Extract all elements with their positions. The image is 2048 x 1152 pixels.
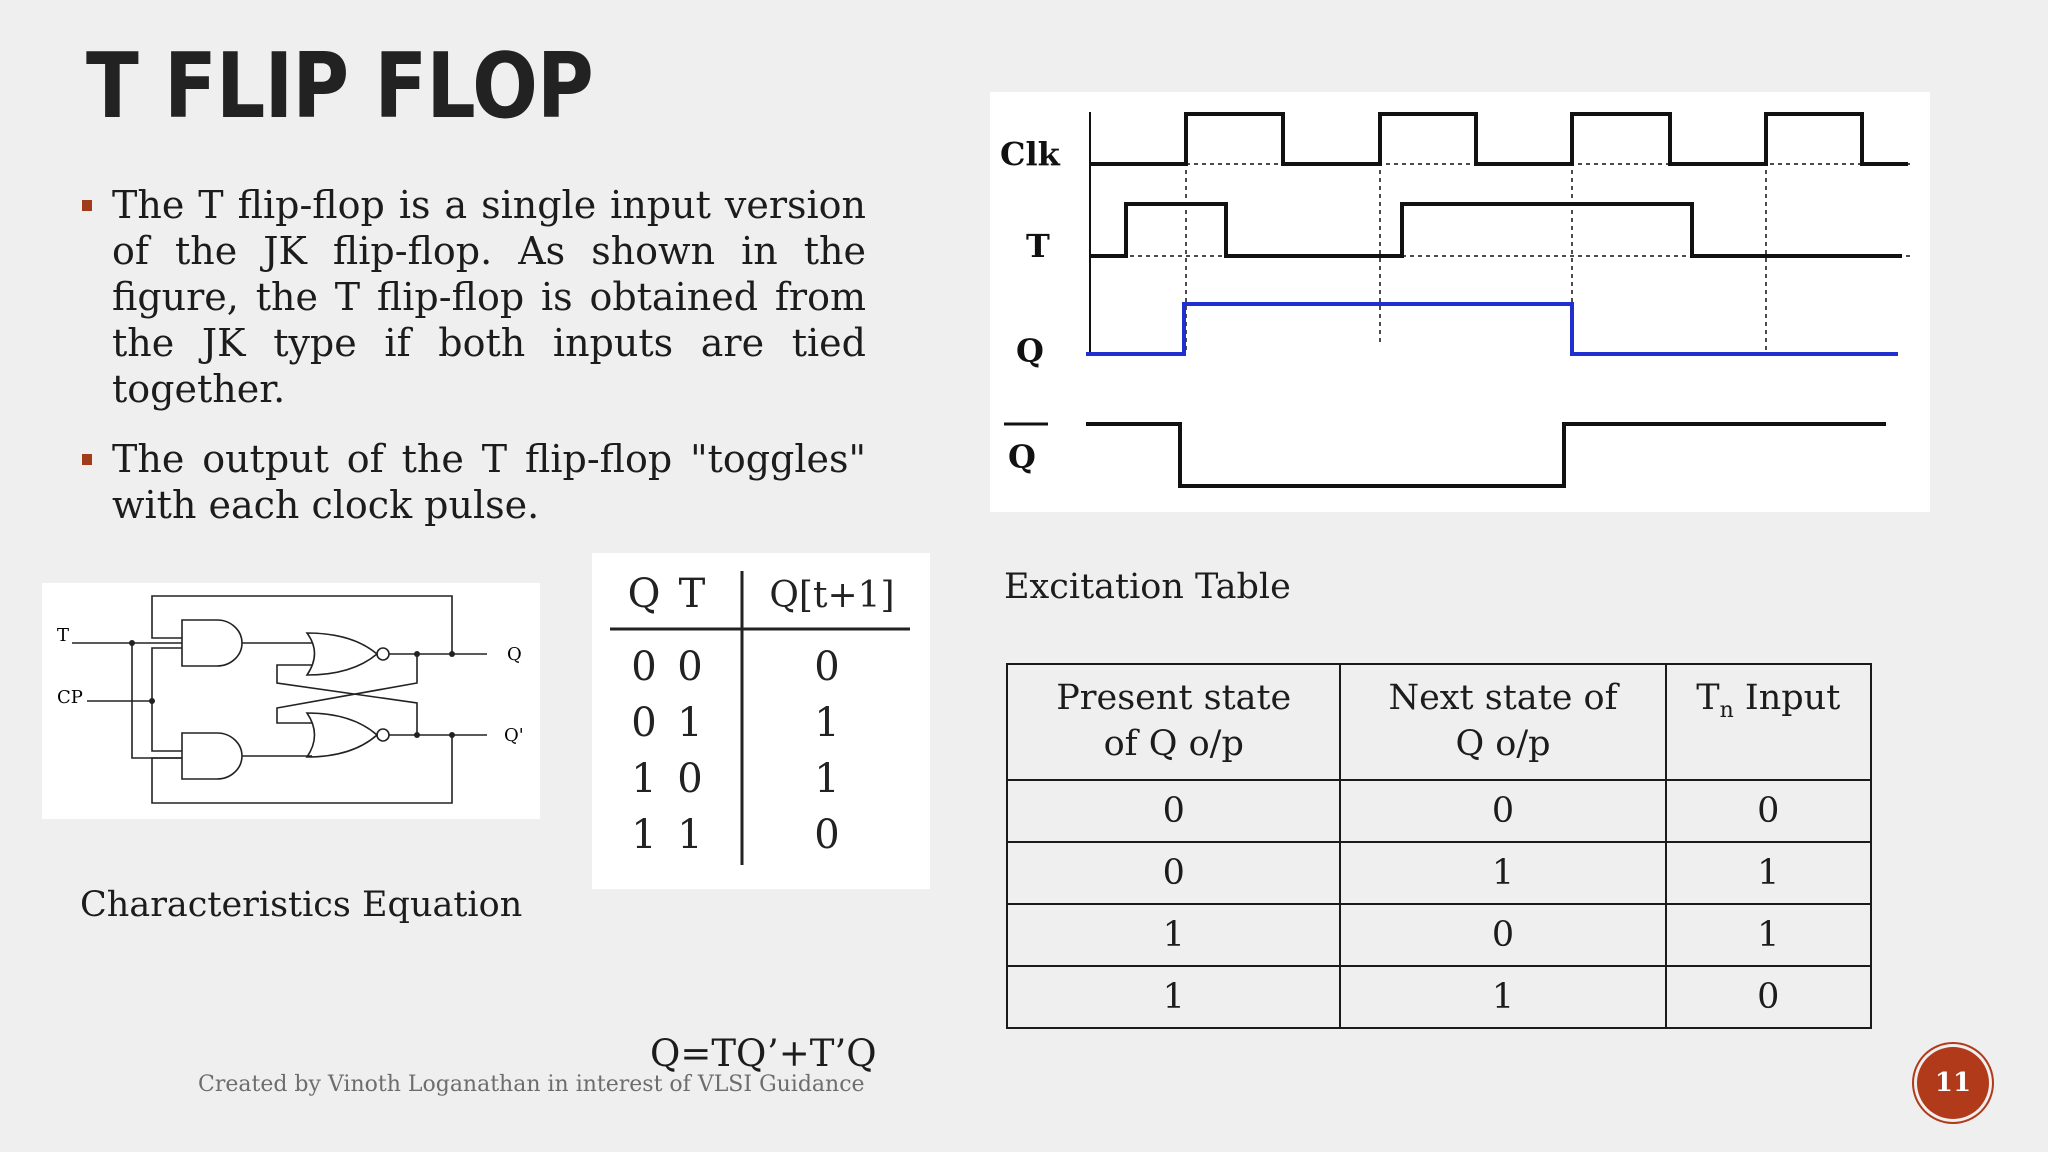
timing-clk-label: Clk [1000, 135, 1060, 173]
truth-cell: 1 [631, 756, 657, 802]
bullet-item [80, 182, 866, 412]
circuit-q-label: Q [507, 644, 522, 665]
cell-tn: 1 [1666, 842, 1871, 904]
circuit-svg [42, 583, 540, 819]
bullet-square-icon [82, 454, 92, 465]
truth-cell: 1 [631, 812, 657, 858]
slide-title: T FLIP FLOP [86, 34, 593, 139]
cell-present: 0 [1007, 842, 1340, 904]
characteristic-equation: Q=TQ’+T’Q [650, 1032, 877, 1075]
truth-table-svg [592, 553, 930, 889]
bullet-square-icon [82, 200, 92, 211]
page-number-badge: 11 [1917, 1047, 1989, 1119]
nor-gate-bottom [307, 713, 377, 757]
table-row [1007, 780, 1871, 842]
cell-tn: 0 [1666, 966, 1871, 1028]
nor-bubble-top [377, 648, 389, 660]
timing-q-label: Q [1016, 332, 1044, 370]
cell-present: 1 [1007, 904, 1340, 966]
truth-cell: 0 [631, 700, 657, 746]
header-next-state [1340, 664, 1665, 780]
header-tn-main: T [1696, 678, 1720, 718]
truth-header-q: Q [627, 571, 661, 617]
truth-header-next: Q[t+1] [769, 575, 895, 616]
truth-cell: 0 [677, 644, 703, 690]
clk-waveform [1090, 114, 1908, 164]
timing-svg [990, 92, 1930, 512]
excitation-table [1006, 663, 1872, 1029]
timing-t-label: T [1026, 227, 1050, 265]
t-waveform [1090, 204, 1902, 256]
excitation-table-label: Excitation Table [1004, 567, 1291, 607]
cell-next: 1 [1340, 966, 1665, 1028]
bullet-text: The T flip-flop is a single input version of the JK flip-flop. As shown in the figure, the T flip-flop is obtained from the JK type if both inputs are tied together. [112, 183, 866, 411]
cell-tn: 1 [1666, 904, 1871, 966]
cp-to-bottom-and [152, 701, 182, 751]
header-present-state [1007, 664, 1340, 780]
truth-cell: 0 [677, 756, 703, 802]
circuit-cp-label: CP [57, 687, 83, 708]
bullet-item [80, 436, 866, 528]
cell-next: 0 [1340, 780, 1665, 842]
cell-present: 0 [1007, 780, 1340, 842]
header-present-line1: Present state [1056, 678, 1292, 718]
truth-header-t: T [678, 571, 706, 617]
and-gate-bottom [182, 733, 242, 779]
cell-present: 1 [1007, 966, 1340, 1028]
header-tn-input [1666, 664, 1871, 780]
header-tn-rest: Input [1733, 678, 1841, 718]
excitation-header-row [1007, 664, 1871, 780]
bullet-text: The output of the T flip-flop "toggles" with each clock pulse. [112, 437, 866, 527]
cell-next: 0 [1340, 904, 1665, 966]
table-row [1007, 966, 1871, 1028]
circuit-qbar-label: Q' [504, 725, 524, 746]
truth-cell: 0 [814, 812, 840, 858]
credit-footer: Created by Vinoth Loganathan in interest of VLSI Guidance [198, 1072, 865, 1097]
truth-cell: 0 [631, 644, 657, 690]
and-gate-top [182, 620, 242, 666]
cell-tn: 0 [1666, 780, 1871, 842]
truth-cell: 1 [677, 700, 703, 746]
qbar-waveform [1086, 424, 1886, 486]
header-present-line2: of Q o/p [1103, 724, 1244, 764]
header-next-line1: Next state of [1388, 678, 1618, 718]
circuit-t-label: T [57, 625, 70, 646]
nor-bubble-bottom [377, 729, 389, 741]
header-next-line2: Q o/p [1455, 724, 1551, 764]
table-row [1007, 842, 1871, 904]
table-row [1007, 904, 1871, 966]
truth-cell: 1 [814, 700, 840, 746]
truth-table-image [592, 553, 930, 889]
timing-qbar-label: Q [1008, 438, 1036, 476]
truth-cell: 1 [814, 756, 840, 802]
cp-input-wire [87, 648, 182, 701]
truth-cell: 0 [814, 644, 840, 690]
bullet-list [80, 182, 866, 552]
nor-gate-top [307, 633, 377, 675]
t-flipflop-circuit-diagram [42, 583, 540, 819]
cell-next: 1 [1340, 842, 1665, 904]
header-tn-sub: n [1719, 698, 1734, 723]
characteristics-equation-label: Characteristics Equation [80, 885, 523, 925]
cross-wire-2 [277, 665, 417, 735]
feedback-wire-bottom [152, 733, 452, 803]
q-waveform [1086, 304, 1898, 354]
truth-cell: 1 [677, 812, 703, 858]
timing-diagram [990, 92, 1930, 512]
feedback-wire-top [152, 596, 452, 653]
